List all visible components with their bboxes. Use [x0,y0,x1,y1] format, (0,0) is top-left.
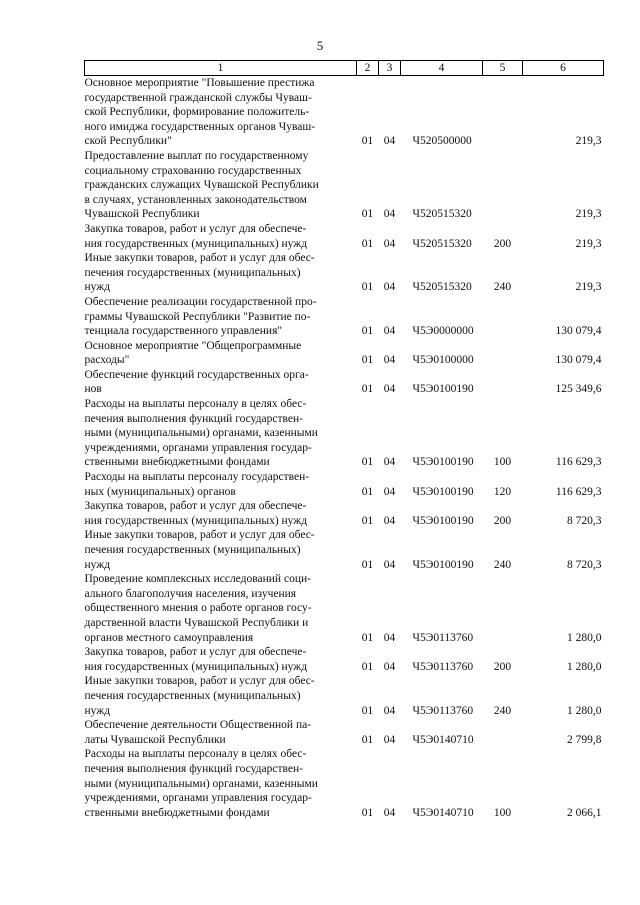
row-name-cell [85,645,357,674]
row-name-line: Расходы на выплаты персоналу в целях обес- [84,748,307,761]
row-name-cell [85,149,357,222]
section-cell: 01 [361,456,374,469]
row-name-line: латы Чувашской Республики [84,733,226,746]
expense-type-cell [483,718,523,747]
row-name-cell [85,470,357,499]
row-name-line: Обеспечение реализации государственной про- [84,295,317,308]
subsection-cell: 04 [383,558,396,571]
section-cell: 01 [361,485,374,498]
target-article-cell: Ч5Э0100190 [412,485,474,498]
table-row [85,674,604,718]
row-name-line: Закупка товаров, работ и услуг для обеспече- [84,500,307,513]
target-article-cell: Ч5Э0113760 [412,660,474,673]
row-name-line: печения государственных (муниципальных) [84,266,301,279]
row-name-line: гражданских служащих Чувашской Республики [84,179,319,192]
subsection-cell: 04 [383,281,396,294]
subsection-cell: 04 [383,660,396,673]
table-row [85,499,604,528]
row-name-line: Проведение комплексных исследований соци- [84,573,311,586]
section-cell: 01 [361,354,374,367]
section-cell: 01 [361,237,374,250]
row-name-line: ного имиджа государственных органов Чуваш- [84,120,316,133]
row-name-line: Закупка товаров, работ и услуг для обеспече- [84,222,307,235]
subsection-cell: 04 [383,631,396,644]
row-name-line: Расходы на выплаты персоналу в целях обес- [84,398,307,411]
row-name-line: Основное мероприятие "Общепрограммные [84,339,302,352]
row-name-cell [85,251,357,295]
expense-type-cell [483,572,523,645]
target-article-cell: Ч5Э0000000 [412,325,474,338]
target-article-cell: Ч5Э0100190 [412,456,474,469]
expense-type-cell [483,149,523,222]
subsection-cell: 04 [383,325,396,338]
amount-cell: 8 720,3 [567,558,602,571]
row-name-cell [85,747,357,820]
target-article-cell: Ч5Э0113760 [412,704,474,717]
row-name-line: печения государственных (муниципальных) [84,689,301,702]
subsection-cell: 04 [383,514,396,527]
row-name-line: ных (муниципальных) органов [84,485,236,498]
header-cell-section: 2 [357,61,379,76]
header-cell-name: 1 [85,61,357,76]
expense-type-cell: 200 [493,514,512,527]
section-cell: 01 [361,806,374,819]
subsection-cell: 04 [383,456,396,469]
subsection-cell: 04 [383,208,396,221]
target-article-cell: Ч5Э0100000 [412,354,474,367]
subsection-cell: 04 [383,135,396,148]
target-article-cell: Ч5Э0100190 [412,558,474,571]
amount-cell: 219,3 [575,237,602,250]
table-row [85,718,604,747]
table-row [85,339,604,368]
row-name-line: дарственной власти Чувашской Республики и [84,616,309,629]
table-row [85,149,604,222]
row-name-line: ными (муниципальными) органами, казенными [84,777,318,790]
target-article-cell: Ч5Э0100190 [412,514,474,527]
row-name-line: Иные закупки товаров, работ и услуг для обес- [84,529,315,542]
table-row [85,645,604,674]
section-cell: 01 [361,514,374,527]
row-name-cell [85,76,357,149]
row-name-line: общественного мнения о работе органов госу- [84,602,312,615]
row-name-cell [85,339,357,368]
row-name-cell [85,528,357,572]
amount-cell: 130 079,4 [555,325,602,338]
row-name-cell [85,499,357,528]
subsection-cell: 04 [383,383,396,396]
expense-type-cell [483,368,523,397]
amount-cell: 2 066,1 [567,806,602,819]
amount-cell: 125 349,6 [555,383,602,396]
target-article-cell: Ч520500000 [412,135,472,148]
row-name-line: учреждениями, органами управления государ- [84,441,312,454]
row-name-cell [85,368,357,397]
table-row [85,747,604,820]
row-name-line: нов [84,383,102,396]
table-row [85,528,604,572]
target-article-cell: Ч5Э0140710 [412,733,474,746]
subsection-cell: 04 [383,733,396,746]
row-name-cell [85,718,357,747]
table-row [85,251,604,295]
section-cell: 01 [361,383,374,396]
table-row [85,397,604,470]
row-name-line: ния государственных (муниципальных) нужд [84,660,308,673]
header-cell-amount: 6 [523,61,604,76]
row-name-line: Закупка товаров, работ и услуг для обеспече- [84,646,307,659]
row-name-cell [85,674,357,718]
amount-cell: 116 629,3 [555,456,602,469]
row-name-line: расходы" [84,354,130,367]
section-cell: 01 [361,325,374,338]
row-name-line: граммы Чувашской Республики "Развитие по- [84,310,311,323]
row-name-line: тенциала государственного управления" [84,325,283,338]
amount-cell: 219,3 [575,208,602,221]
row-name-line: Основное мероприятие "Повышение престижа [84,77,315,89]
expense-type-cell: 100 [493,806,512,819]
budget-table [84,60,604,820]
amount-cell: 219,3 [575,135,602,148]
row-name-line: ственными внебюджетными фондами [84,456,270,469]
subsection-cell: 04 [383,704,396,717]
table-row [85,572,604,645]
row-name-line: ными (муниципальными) органами, казенными [84,427,318,440]
expense-type-cell: 200 [493,237,512,250]
target-article-cell: Ч520515320 [412,208,472,221]
row-name-line: социальному страхованию государственных [84,164,302,177]
expense-type-cell: 100 [493,456,512,469]
amount-cell: 1 280,0 [567,704,602,717]
section-cell: 01 [361,281,374,294]
expense-type-cell: 200 [493,660,512,673]
target-article-cell: Ч520515320 [412,281,472,294]
row-name-line: Иные закупки товаров, работ и услуг для обес- [84,675,315,688]
row-name-line: печения выполнения функций государствен- [84,762,303,775]
amount-cell: 1 280,0 [567,631,602,644]
section-cell: 01 [361,558,374,571]
row-name-line: государственной гражданской службы Чуваш- [84,91,312,104]
row-name-line: ской Республики, формирование положитель- [84,106,310,119]
amount-cell: 116 629,3 [555,485,602,498]
target-article-cell: Ч5Э0113760 [412,631,474,644]
row-name-line: Обеспечение функций государственных орга- [84,368,309,381]
table-row [85,222,604,251]
expense-type-cell [483,295,523,339]
subsection-cell: 04 [383,485,396,498]
row-name-line: Предоставление выплат по государственному [84,149,309,162]
subsection-cell: 04 [383,237,396,250]
table-row [85,295,604,339]
row-name-line: органов местного самоуправления [84,631,254,644]
row-name-line: ального благополучия населения, изучения [84,587,297,600]
expense-type-cell [483,339,523,368]
section-cell: 01 [361,208,374,221]
expense-type-cell [483,76,523,149]
row-name-line: ния государственных (муниципальных) нужд [84,237,308,250]
amount-cell: 1 280,0 [567,660,602,673]
row-name-line: Расходы на выплаты персоналу государствен- [84,471,310,484]
section-cell: 01 [361,631,374,644]
section-cell: 01 [361,733,374,746]
page-number: 5 [316,38,324,53]
expense-type-cell: 120 [493,485,512,498]
subsection-cell: 04 [383,806,396,819]
amount-cell: 130 079,4 [555,354,602,367]
row-name-cell [85,572,357,645]
row-name-line: нужд [84,704,111,717]
header-cell-subsection: 3 [379,61,401,76]
table-row [85,470,604,499]
amount-cell: 8 720,3 [567,514,602,527]
row-name-line: печения государственных (муниципальных) [84,544,301,556]
row-name-cell [85,397,357,470]
table-row [85,368,604,397]
section-cell: 01 [361,135,374,148]
row-name-cell [85,222,357,251]
target-article-cell: Ч5Э0140710 [412,806,474,819]
row-name-line: печения выполнения функций государствен- [84,412,303,425]
amount-cell: 219,3 [575,281,602,294]
row-name-cell [85,295,357,339]
expense-type-cell: 240 [493,558,512,571]
row-name-line: ской Республики" [84,135,172,148]
header-cell-expense-type: 5 [483,61,523,76]
section-cell: 01 [361,704,374,717]
row-name-line: нужд [84,281,111,294]
expense-type-cell: 240 [493,281,512,294]
row-name-line: Обеспечение деятельности Общественной па- [84,719,312,732]
row-name-line: ния государственных (муниципальных) нужд [84,514,308,527]
target-article-cell: Ч5Э0100190 [412,383,474,396]
row-name-line: Иные закупки товаров, работ и услуг для обес- [84,252,315,265]
subsection-cell: 04 [383,354,396,367]
row-name-line: нужд [84,558,111,571]
row-name-line: в случаях, установленных законодательством [84,193,307,206]
section-cell: 01 [361,660,374,673]
target-article-cell: Ч520515320 [412,237,472,250]
row-name-line: Чувашской Республики [84,208,200,221]
header-cell-target-article: 4 [401,61,483,76]
row-name-line: ственными внебюджетными фондами [84,806,270,819]
amount-cell: 2 799,8 [567,733,602,746]
table-header-row [85,61,604,76]
row-name-line: учреждениями, органами управления государ- [84,792,312,805]
table-row [85,76,604,149]
expense-type-cell: 240 [493,704,512,717]
